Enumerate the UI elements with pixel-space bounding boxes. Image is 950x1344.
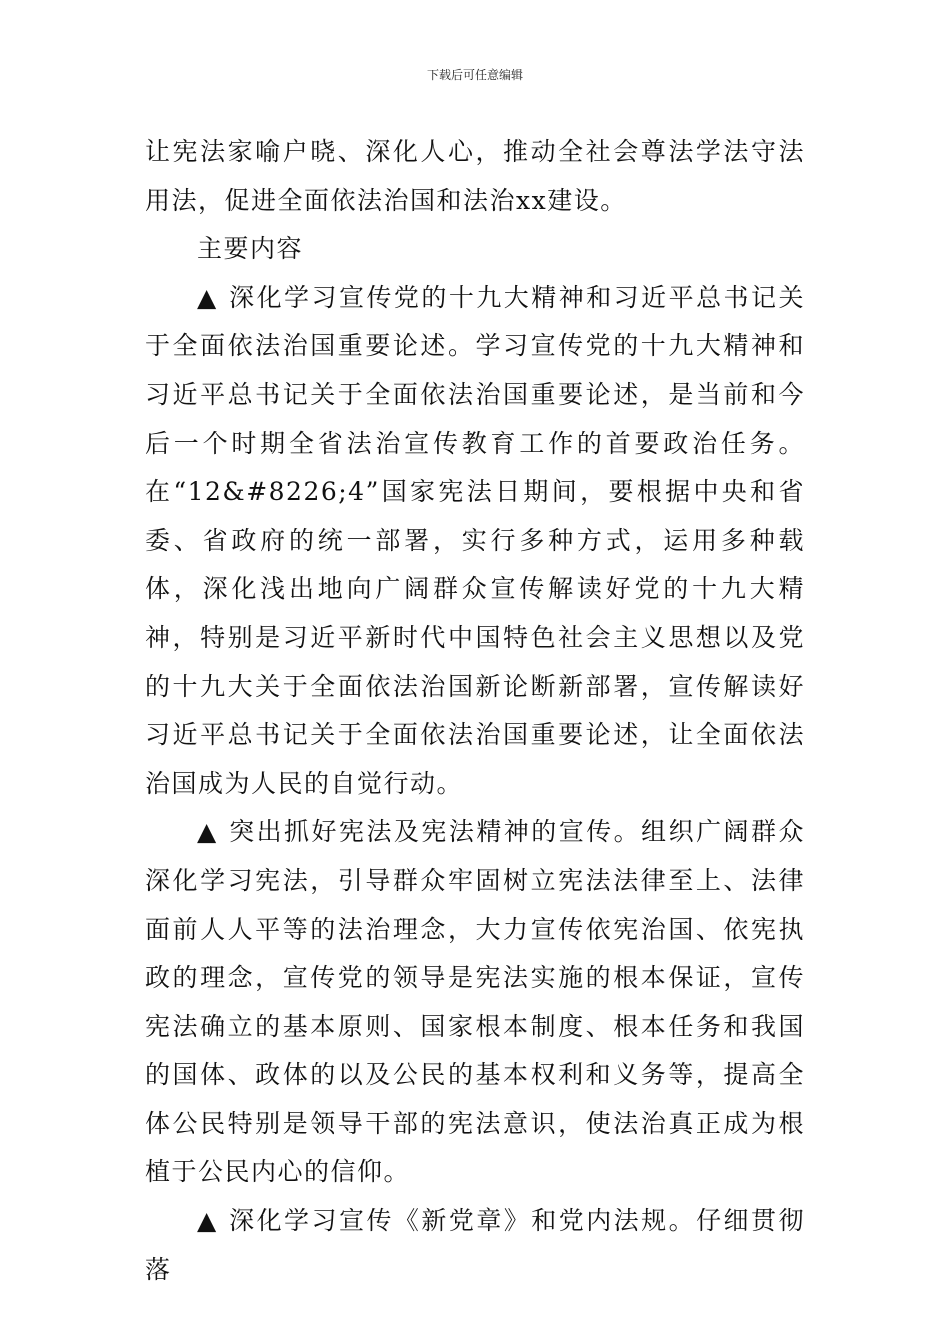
document-body [145, 128, 805, 1294]
paragraph-intro: 让宪法家喻户晓、深化人心，推动全社会尊法学法守法用法，促进全面依法治国和法治xx建设。 [145, 137, 805, 215]
section-heading-main-content: 主要内容 [197, 234, 304, 264]
paragraph-constitution-publicity: ▲ 突出抓好宪法及宪法精神的宣传。组织广阔群众深化学习宪法，引导群众牢固树立宪法法律至上、法律面前人人平等的法治理念，大力宣传依宪治国、依宪执政的理念，宣传党的领导是宪法实施的根本保证，宣传宪法确立的基本原则、国家根本制度、根本任务和我国的国体、政体的以及公民的基本权利和义务等，提高全体公民特别是领导干部的宪法意识，使法治真正成为根植于公民内心的信仰。 [145, 817, 805, 1187]
paragraph-study-nineteenth-congress: ▲ 深化学习宣传党的十九大精神和习近平总书记关于全面依法治国重要论述。学习宣传党的十九大精神和习近平总书记关于全面依法治国重要论述，是当前和今后一个时期全省法治宣传教育工作的首要政治任务。在“12&#8226;4”国家宪法日期间，要根据中央和省委、省政府的统一部署，实行多种方式，运用多种载体，深化浅出地向广阔群众宣传解读好党的十九大精神，特别是习近平新时代中国特色社会主义思想以及党的十九大关于全面依法治国新论断新部署，宣传解读好习近平总书记关于全面依法治国重要论述，让全面依法治国成为人民的自觉行动。 [145, 282, 805, 798]
paragraph-party-constitution: ▲ 深化学习宣传《新党章》和党内法规。仔细贯彻落 [145, 1206, 805, 1284]
page-header: 下载后可任意编辑 [426, 68, 523, 82]
